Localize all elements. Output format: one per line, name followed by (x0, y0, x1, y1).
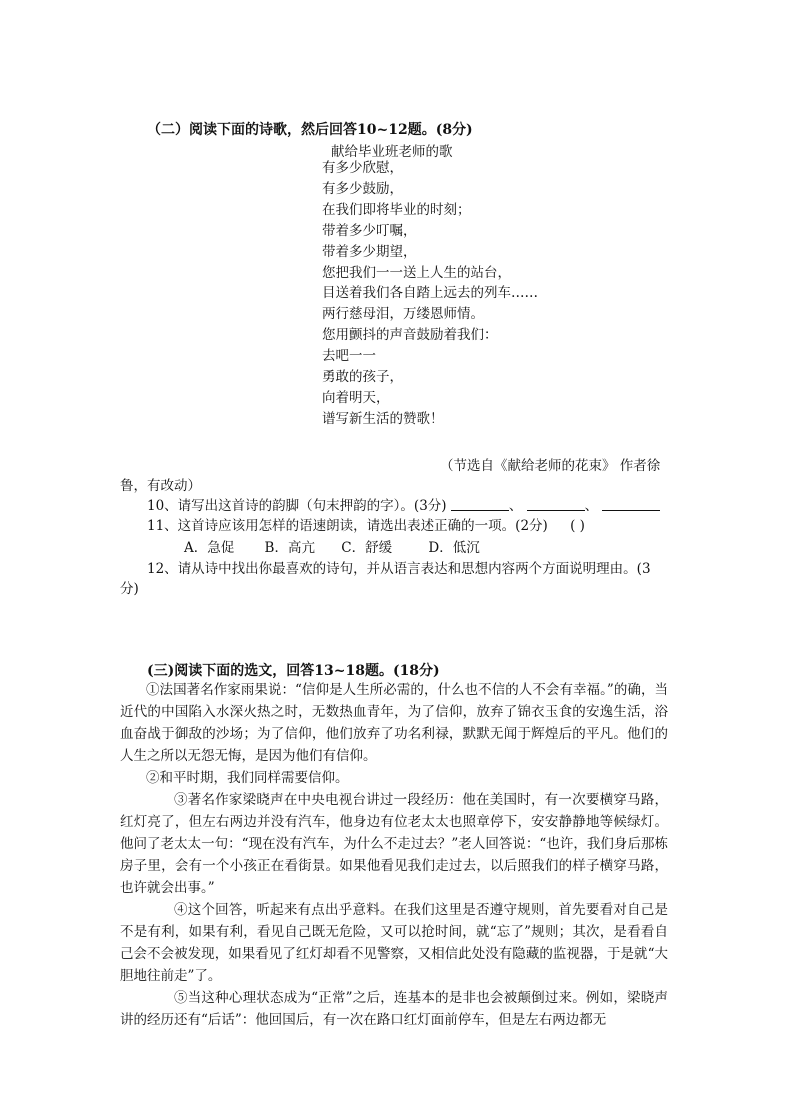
answer-blank-1[interactable] (451, 497, 509, 511)
option-a[interactable]: A．急促 (184, 540, 235, 556)
poem-title: 献给毕业班老师的歌 (331, 144, 453, 160)
section3-heading: (三)阅读下面的选文，回答13~18题。(18分) (147, 663, 440, 679)
question-11-text: 11、这首诗应该用怎样的语速朗读，请选出表述正确的一项。(2分) (147, 518, 548, 534)
option-b[interactable]: B．高亢 (264, 540, 315, 556)
poem-line: 谱写新生活的赞歌！ (322, 410, 444, 427)
question-11-options (184, 536, 480, 556)
paragraph-2: ②和平时期，我们同样需要信仰。 (146, 770, 349, 786)
question-11 (147, 514, 585, 534)
answer-blank-3[interactable] (602, 497, 660, 511)
poem-body (322, 158, 538, 430)
question-10 (147, 494, 660, 514)
option-d[interactable]: D．低沉 (428, 540, 480, 556)
poem-source-line2: 鲁，有改动） (120, 478, 201, 494)
poem-line: 去吧一一 (322, 348, 376, 365)
paragraph-5: ⑤当这种心理状态成为“正常”之后，连基本的是非也会被颠倒过来。例如，梁晓声讲的经历还有“后话”：他回国后，有一次在路口红灯面前停车，但是左右两边都无 (120, 990, 668, 1028)
question-10-text: 10、请写出这首诗的韵脚（句末押韵的字）。(3分) (147, 498, 447, 514)
paragraph-1: ①法国著名作家雨果说：“信仰是人生所必需的，什么也不信的人不会有幸福。”的确，当近代的中国陷入水深火热之时，无数热血青年，为了信仰，放弃了锦衣玉食的安逸生活，浴血奋战于御敌的沙场；为了信仰，他们放弃了功名利禄，默默无闻于辉煌后的平凡。他们的人生之所以无怨无悔，是因为他们有信仰。 (120, 682, 668, 764)
poem-line: 有多少欣慰， (322, 160, 403, 176)
blank-separator: 、 (508, 498, 523, 514)
question-12-line1: 12、请从诗中找出你最喜欢的诗句，并从语言表达和思想内容两个方面说明理由。(3 (147, 561, 651, 577)
paragraph-4: ④这个回答，听起来有点出乎意料。在我们这里是否遵守规则，首先要看对自己是不是有利，如果有利，看见自己既无危险，又可以抢时间，就“忘了”规则；其次，是看看自己会不会被发现，如果看见了红灯却看不见警察，又相信此处没有隐藏的监视器，于是就“大胆地往前走”了。 (120, 902, 668, 984)
poem-line: 两行慈母泪，万缕恩师情。 (322, 306, 484, 323)
poem-line: 您把我们一一送上人生的站台， (322, 264, 511, 281)
paragraph-3: ③著名作家梁晓声在中央电视台讲过一段经历：他在美国时，有一次要横穿马路，红灯亮了，但左右两边并没有汽车，他身边有位老太太也照章停下，安安静静地等候绿灯。他问了老太太一句：“现在没有汽车，为什么不走过去？”老人回答说：“也许，我们身后那栋房子里，会有一个小孩正在看街景。如果他看见我们走过去，以后照我们的样子横穿马路，也许就会出事。” (120, 792, 668, 896)
blank-separator: 、 (584, 498, 599, 514)
question-12-line2: 分) (120, 581, 139, 597)
poem-line: 在我们即将毕业的时刻； (322, 201, 471, 218)
poem-line: 您用颤抖的声音鼓励着我们： (322, 327, 498, 344)
poem-line: 有多少鼓励， (322, 180, 403, 197)
answer-blank-2[interactable] (527, 497, 585, 511)
poem-source-line1: （节选自《献给老师的花束》 作者徐 (440, 458, 661, 474)
section2-heading: （二）阅读下面的诗歌，然后回答10~12题。(8分) (147, 122, 473, 138)
poem-line: 目送着我们各自踏上远去的列车…… (322, 285, 538, 302)
answer-bracket[interactable]: ( ) (570, 518, 585, 534)
poem-line: 勇敢的孩子， (322, 369, 403, 386)
poem-line: 带着多少叮嘱， (322, 222, 417, 239)
option-c[interactable]: C．舒缓 (341, 540, 393, 556)
poem-line: 带着多少期望， (322, 243, 417, 260)
poem-line: 向着明天， (322, 389, 390, 406)
